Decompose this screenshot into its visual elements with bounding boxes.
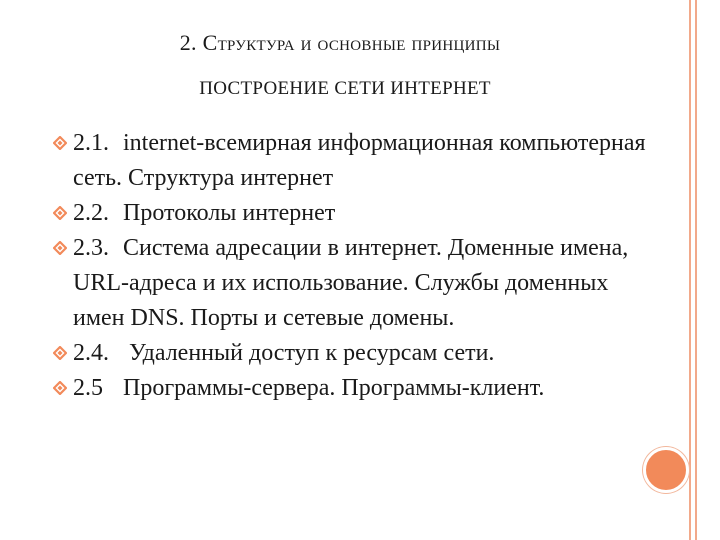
title-line-2: ПОСТРОЕНИЕ СЕТИ ИНТЕРНЕТ — [199, 78, 491, 99]
list-item — [49, 371, 649, 406]
list-item — [49, 231, 649, 336]
item-number: 2.2. — [73, 200, 109, 226]
topic-list — [49, 126, 649, 406]
item-text: Программы-сервера. Программы-клиент. — [117, 375, 545, 401]
item-number: 2.1. — [73, 130, 109, 156]
item-text: internet-всемирная информационная компьютерная сеть. Структура интернет — [73, 130, 646, 191]
item-text: Удаленный доступ к ресурсам сети. — [123, 340, 495, 366]
item-text: Система адресации в интернет. Доменные имена, URL-адреса и их использование. Службы доменных имен DNS. Порты и сетевые домены. — [73, 235, 629, 331]
item-text: Протоколы интернет — [123, 200, 336, 226]
slide-title — [0, 30, 720, 100]
list-item — [49, 196, 649, 231]
title-line-1: 2. Структура и основные принципы — [179, 30, 501, 55]
item-number: 2.3. — [73, 235, 109, 261]
list-item — [49, 336, 649, 371]
item-number: 2.5 — [73, 375, 103, 401]
item-number: 2.4. — [73, 340, 109, 366]
decorative-circle-icon — [643, 447, 689, 493]
list-item — [49, 126, 649, 196]
